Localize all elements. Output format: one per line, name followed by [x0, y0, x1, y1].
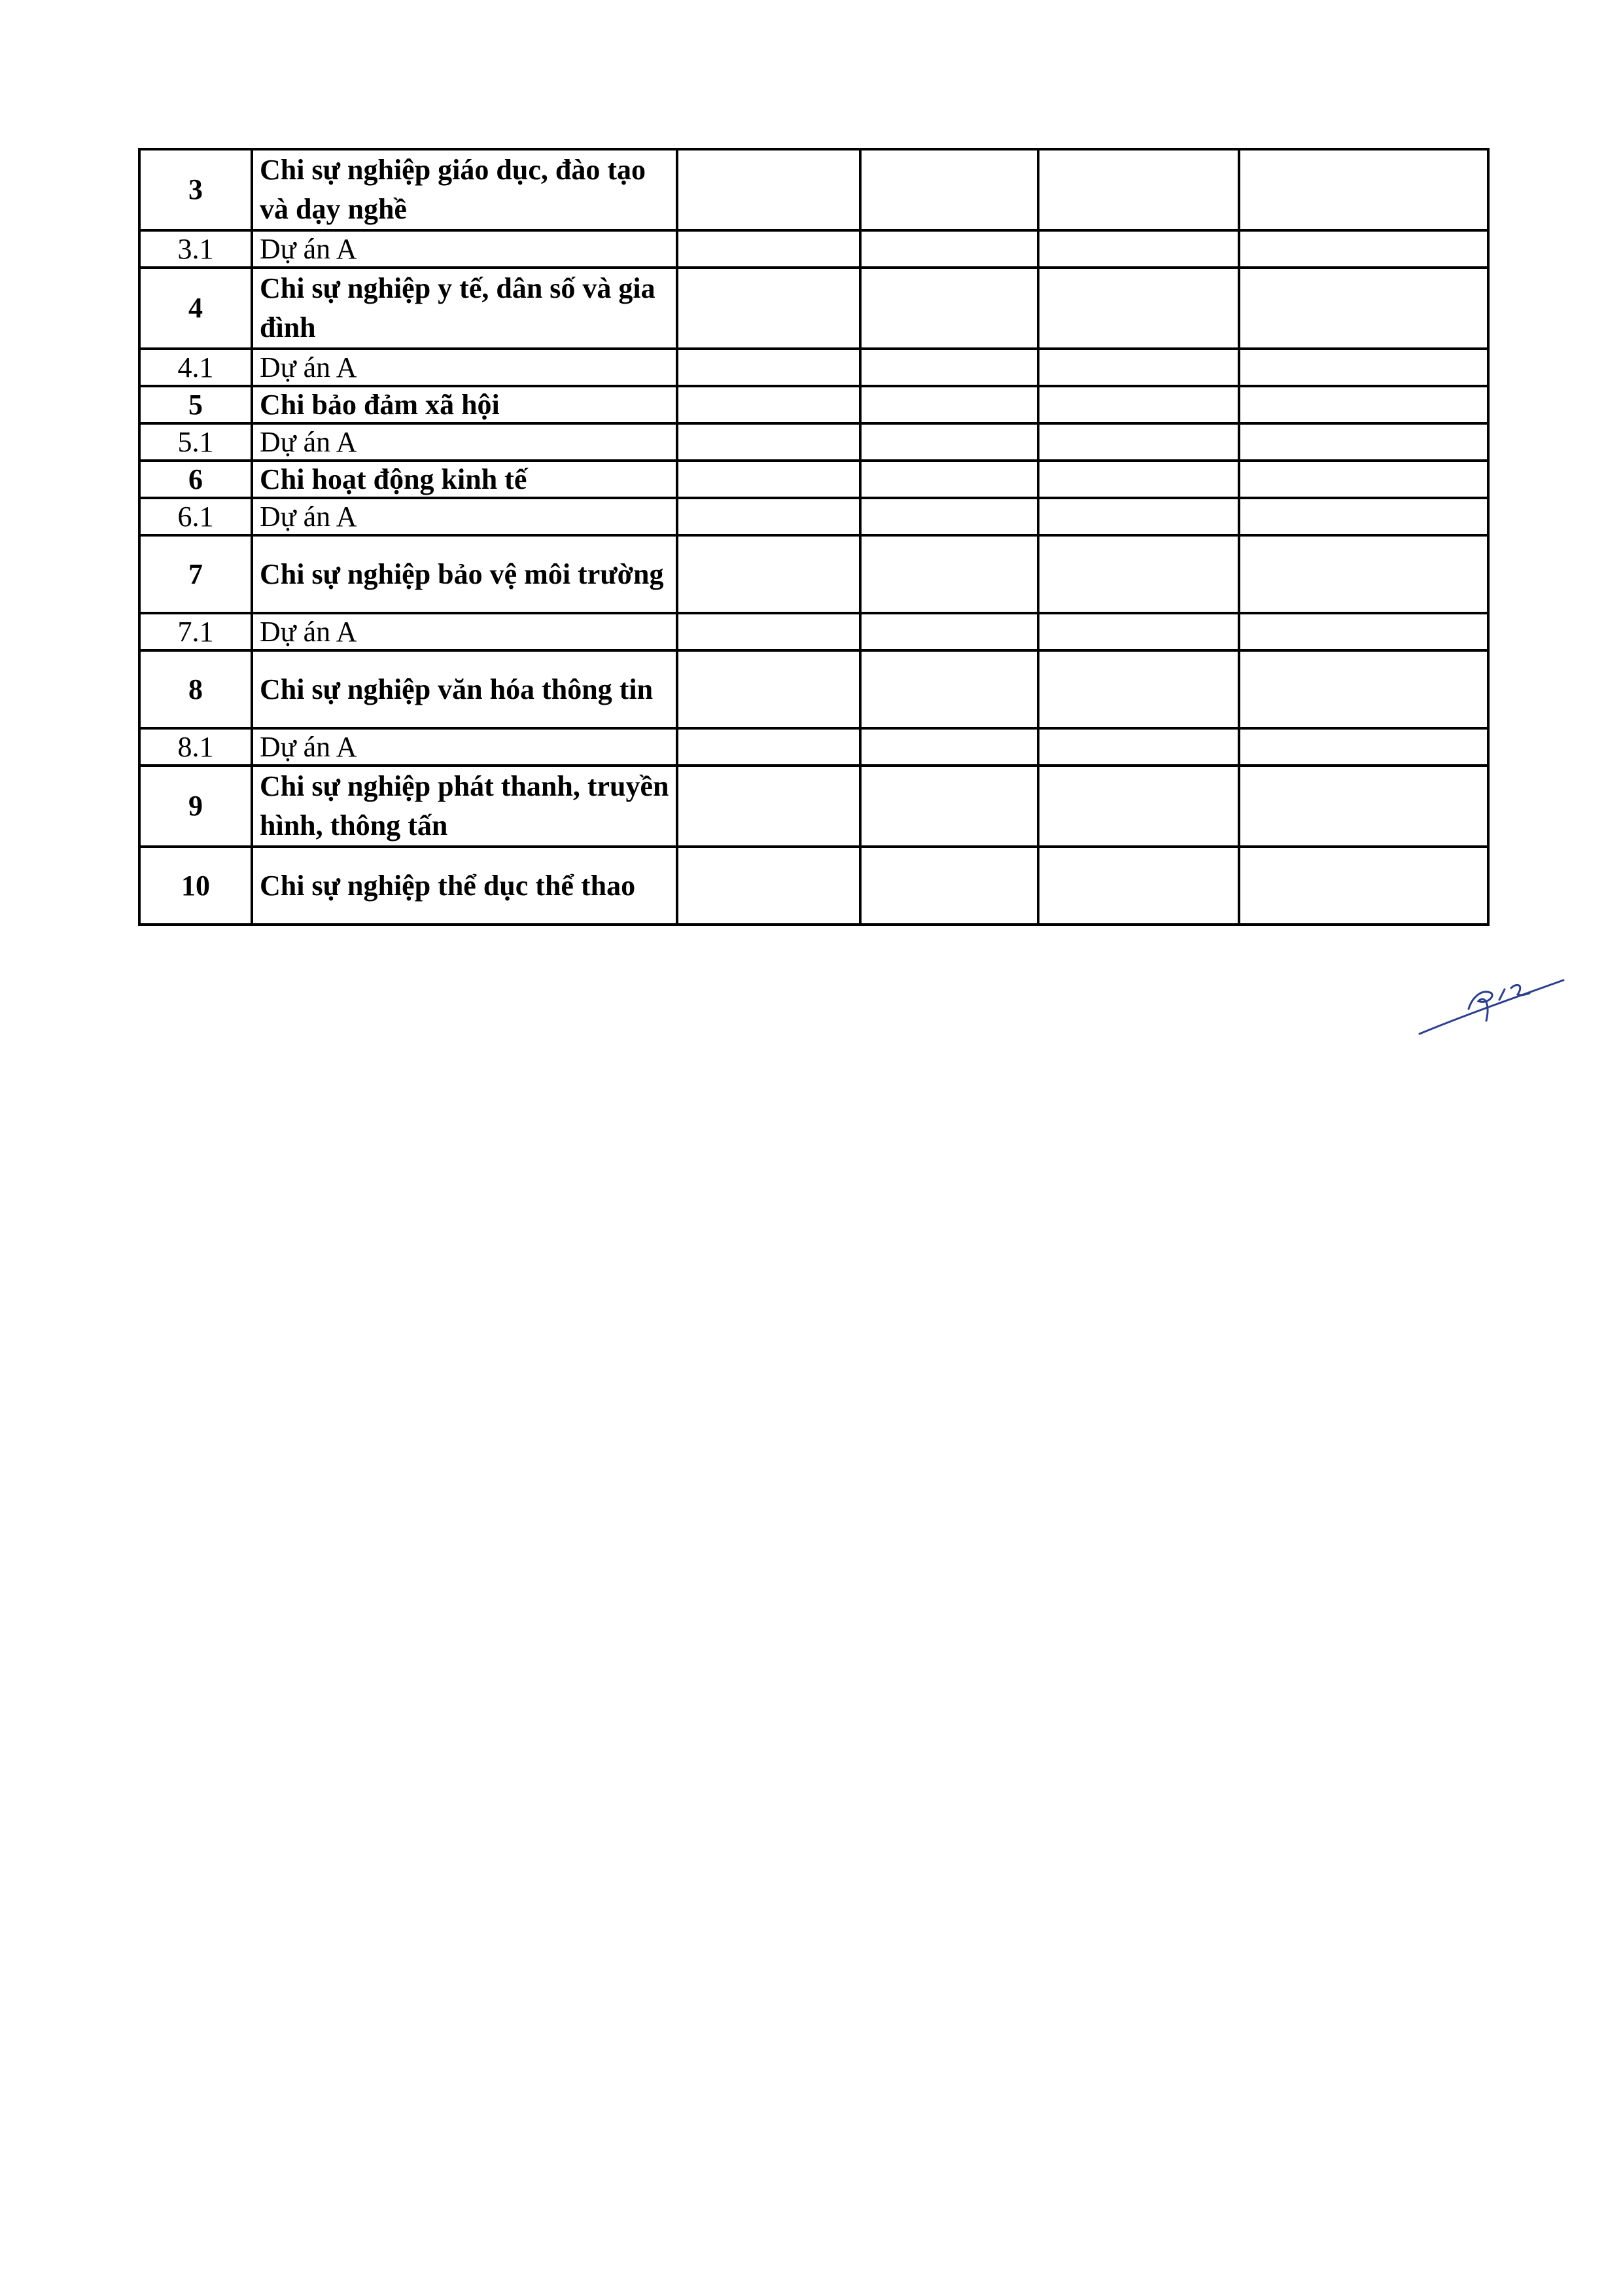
empty-value-cell — [860, 613, 1038, 650]
empty-value-cell — [677, 423, 860, 461]
empty-value-cell — [677, 230, 860, 268]
table-row — [139, 847, 1488, 925]
empty-value-cell — [1038, 461, 1239, 498]
empty-value-cell — [1239, 423, 1488, 461]
row-number-cell: 7 — [139, 535, 252, 613]
empty-value-cell — [1038, 423, 1239, 461]
empty-value-cell — [860, 423, 1038, 461]
empty-value-cell — [1038, 498, 1239, 535]
empty-value-cell — [1239, 349, 1488, 386]
empty-value-cell — [1239, 149, 1488, 230]
table-body — [139, 149, 1488, 925]
row-name-cell: Chi sự nghiệp y tế, dân số và gia đình — [252, 268, 677, 349]
empty-value-cell — [1038, 613, 1239, 650]
empty-value-cell — [677, 268, 860, 349]
row-number-cell: 6 — [139, 461, 252, 498]
table-row — [139, 349, 1488, 386]
empty-value-cell — [1038, 268, 1239, 349]
table-row — [139, 650, 1488, 728]
empty-value-cell — [677, 847, 860, 925]
empty-value-cell — [860, 268, 1038, 349]
row-number-cell: 5.1 — [139, 423, 252, 461]
empty-value-cell — [860, 766, 1038, 847]
empty-value-cell — [860, 230, 1038, 268]
row-number-cell: 3 — [139, 149, 252, 230]
empty-value-cell — [860, 149, 1038, 230]
empty-value-cell — [1239, 847, 1488, 925]
empty-value-cell — [1239, 230, 1488, 268]
table-row — [139, 498, 1488, 535]
empty-value-cell — [860, 498, 1038, 535]
empty-value-cell — [1239, 613, 1488, 650]
empty-value-cell — [1239, 728, 1488, 766]
row-name-cell: Dự án A — [252, 423, 677, 461]
row-number-cell: 4 — [139, 268, 252, 349]
empty-value-cell — [860, 728, 1038, 766]
empty-value-cell — [677, 461, 860, 498]
empty-value-cell — [1038, 386, 1239, 423]
empty-value-cell — [1038, 230, 1239, 268]
empty-value-cell — [1239, 461, 1488, 498]
row-name-cell: Dự án A — [252, 498, 677, 535]
row-name-cell: Chi sự nghiệp phát thanh, truyền hình, thông tấn — [252, 766, 677, 847]
empty-value-cell — [1038, 728, 1239, 766]
table-row — [139, 461, 1488, 498]
table-row — [139, 386, 1488, 423]
empty-value-cell — [860, 461, 1038, 498]
row-name-cell: Dự án A — [252, 349, 677, 386]
table-row — [139, 535, 1488, 613]
row-number-cell: 4.1 — [139, 349, 252, 386]
empty-value-cell — [677, 149, 860, 230]
row-name-cell: Chi sự nghiệp thể dục thể thao — [252, 847, 677, 925]
table-row — [139, 423, 1488, 461]
row-name-cell: Chi sự nghiệp văn hóa thông tin — [252, 650, 677, 728]
empty-value-cell — [860, 535, 1038, 613]
empty-value-cell — [677, 349, 860, 386]
empty-value-cell — [1239, 386, 1488, 423]
empty-value-cell — [1038, 847, 1239, 925]
table-row — [139, 728, 1488, 766]
empty-value-cell — [677, 613, 860, 650]
empty-value-cell — [860, 650, 1038, 728]
empty-value-cell — [1038, 349, 1239, 386]
table-row — [139, 613, 1488, 650]
empty-value-cell — [1038, 149, 1239, 230]
empty-value-cell — [860, 349, 1038, 386]
table-row — [139, 268, 1488, 349]
row-number-cell: 6.1 — [139, 498, 252, 535]
empty-value-cell — [677, 728, 860, 766]
empty-value-cell — [677, 498, 860, 535]
empty-value-cell — [1239, 766, 1488, 847]
row-name-cell: Chi sự nghiệp bảo vệ môi trường — [252, 535, 677, 613]
empty-value-cell — [1239, 535, 1488, 613]
empty-value-cell — [1239, 498, 1488, 535]
empty-value-cell — [860, 847, 1038, 925]
row-number-cell: 10 — [139, 847, 252, 925]
row-name-cell: Chi hoạt động kinh tế — [252, 461, 677, 498]
row-name-cell: Chi sự nghiệp giáo dục, đào tạo và dạy nghề — [252, 149, 677, 230]
empty-value-cell — [1239, 268, 1488, 349]
row-number-cell: 8 — [139, 650, 252, 728]
row-number-cell: 7.1 — [139, 613, 252, 650]
empty-value-cell — [677, 766, 860, 847]
empty-value-cell — [1239, 650, 1488, 728]
row-name-cell: Chi bảo đảm xã hội — [252, 386, 677, 423]
handwritten-signature — [1413, 968, 1570, 1040]
row-name-cell: Dự án A — [252, 613, 677, 650]
empty-value-cell — [1038, 535, 1239, 613]
row-name-cell: Dự án A — [252, 230, 677, 268]
empty-value-cell — [677, 650, 860, 728]
row-number-cell: 8.1 — [139, 728, 252, 766]
row-name-cell: Dự án A — [252, 728, 677, 766]
budget-table — [138, 148, 1490, 926]
row-number-cell: 5 — [139, 386, 252, 423]
empty-value-cell — [1038, 650, 1239, 728]
row-number-cell: 3.1 — [139, 230, 252, 268]
empty-value-cell — [677, 386, 860, 423]
row-number-cell: 9 — [139, 766, 252, 847]
table-row — [139, 766, 1488, 847]
empty-value-cell — [677, 535, 860, 613]
table-row — [139, 149, 1488, 230]
table-row — [139, 230, 1488, 268]
empty-value-cell — [1038, 766, 1239, 847]
empty-value-cell — [860, 386, 1038, 423]
